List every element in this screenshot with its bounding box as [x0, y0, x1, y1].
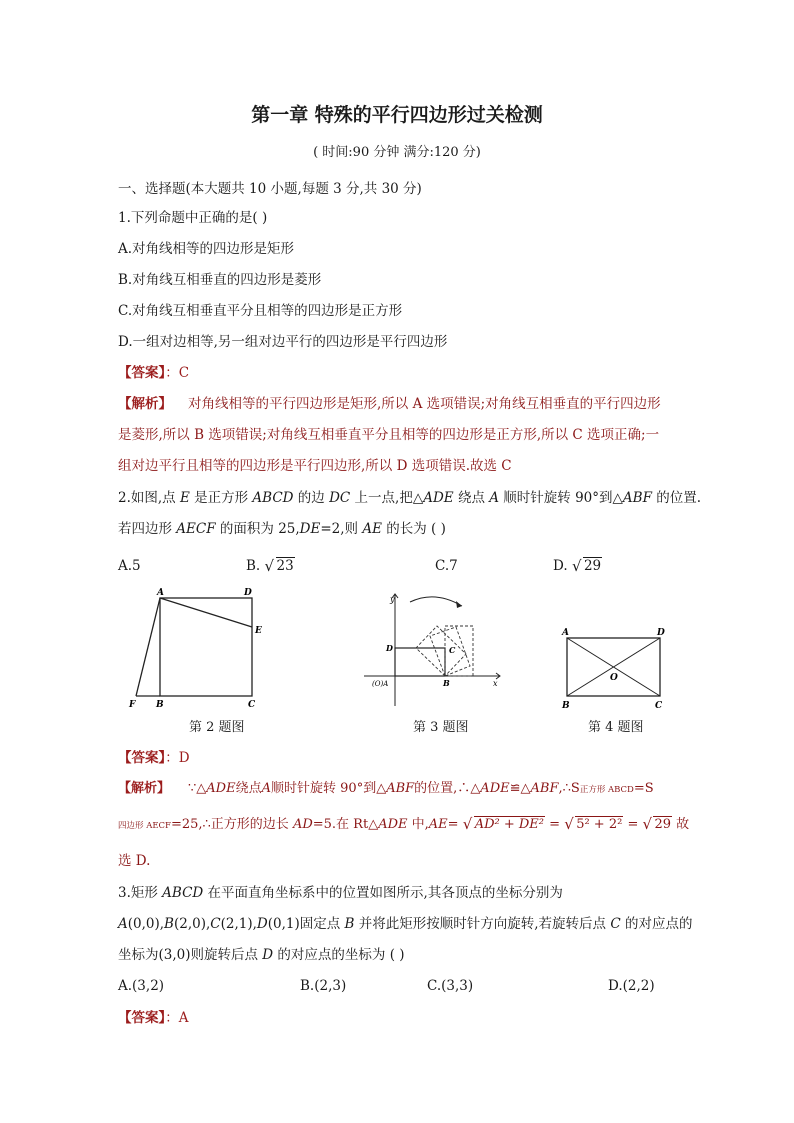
- q2-text: 的长为 ( ): [381, 521, 446, 537]
- q3-text: 坐标为(3,0)则旋转后点: [118, 947, 263, 963]
- q3-var: C: [610, 916, 621, 932]
- q2-analysis-var: AE: [428, 817, 448, 832]
- q2-answer: [118, 749, 190, 767]
- q3-text: (2,1),: [220, 916, 257, 932]
- q2-text: 的面积为 25,: [215, 521, 300, 537]
- label-a: A: [562, 628, 569, 638]
- q2-var: △ABF: [612, 490, 652, 506]
- q2-analysis-var: △ABF: [376, 781, 415, 796]
- q2-analysis-radicand: AD² + DE²: [474, 817, 545, 832]
- q2-var: △ADE: [412, 490, 454, 506]
- q2-analysis-text: ,∴S: [558, 781, 580, 796]
- q2-text: 的位置.: [651, 490, 702, 506]
- q3-text: (0,0),: [127, 916, 165, 932]
- exam-info: ( 时间:90 分钟 满分:120 分): [313, 145, 481, 160]
- q3-option-a: A.(3,2): [118, 978, 165, 994]
- label-d: D: [244, 588, 252, 598]
- q2-option-b-prefix: B.: [246, 558, 261, 574]
- q1-stem: 1.下列命题中正确的是( ): [118, 210, 268, 226]
- q3-answer: [118, 1009, 189, 1027]
- q3-option-b: B.(2,3): [300, 978, 347, 994]
- q2-analysis-line-3: 选 D.: [118, 853, 151, 869]
- q2-option-d-radicand: 29: [583, 558, 602, 574]
- q2-analysis-text: =: [545, 817, 565, 832]
- q1-option-b: B.对角线互相垂直的四边形是菱形: [118, 272, 322, 288]
- label-e: E: [255, 626, 262, 636]
- q2-option-d: [553, 558, 602, 574]
- q3-text: 的对应点的: [620, 916, 693, 932]
- q2-analysis-var: △ADE: [470, 781, 510, 796]
- q2-analysis-text: 绕点: [235, 781, 262, 796]
- label-b: B: [443, 678, 450, 688]
- label-x: x: [493, 679, 498, 688]
- q3-stem-line-1: [118, 884, 563, 902]
- sqrt-symbol: [564, 816, 623, 834]
- q2-stem-line-2: [118, 520, 446, 538]
- label-f: F: [129, 700, 136, 710]
- q3-text: (2,0),: [173, 916, 211, 932]
- q3-option-d: D.(2,2): [608, 978, 655, 994]
- q2-var: AECF: [176, 521, 216, 537]
- q2-var: AE: [362, 521, 382, 537]
- q2-analysis-text: =: [623, 817, 643, 832]
- q3-answer-value: ：A: [165, 1010, 189, 1026]
- q2-option-d-prefix: D.: [553, 558, 568, 574]
- q2-text: 是正方形: [189, 490, 253, 506]
- q2-var: ABCD: [252, 490, 294, 506]
- page-title: 第一章 特殊的平行四边形过关检测: [251, 104, 543, 126]
- answer-label: 【答案】: [118, 1010, 166, 1026]
- q3-text: 3.矩形: [118, 885, 163, 901]
- figure-3-coordinate-diagram: [360, 586, 505, 710]
- sqrt-symbol: [572, 558, 602, 574]
- q2-answer-value: ：D: [165, 750, 190, 766]
- q2-text: 上一点,把: [350, 490, 413, 506]
- sqrt-symbol: [265, 558, 295, 574]
- q3-var: ABCD: [162, 885, 204, 901]
- q1-option-c: C.对角线互相垂直平分且相等的四边形是正方形: [118, 303, 403, 319]
- analysis-label: 【解析】: [118, 396, 172, 412]
- q3-text: 的对应点的坐标为 ( ): [273, 947, 405, 963]
- q1-answer-value: ：C: [165, 365, 190, 381]
- q1-analysis-line-3: 组对边平行且相等的四边形是平行四边形,所以 D 选项错误.故选 C: [118, 458, 512, 474]
- q2-analysis-line-2: [118, 816, 689, 835]
- q2-var: E: [179, 490, 190, 506]
- q2-analysis-var: AD: [292, 817, 313, 832]
- q1-analysis-text-1: 对角线相等的平行四边形是矩形,所以 A 选项错误;对角线互相垂直的平行四边形: [188, 396, 661, 412]
- label-o: O: [610, 673, 618, 683]
- q2-analysis-text: =: [447, 817, 463, 832]
- figure-3-caption: 第 3 题图: [413, 720, 469, 735]
- q2-var: A: [489, 490, 499, 506]
- q3-var: B: [164, 916, 174, 932]
- q1-answer: [118, 364, 189, 382]
- q2-analysis-line-1: [118, 780, 654, 799]
- q2-analysis-text: ≌: [509, 781, 521, 796]
- q1-option-d: D.一组对边相等,另一组对边平行的四边形是平行四边形: [118, 334, 448, 350]
- q2-option-b: [246, 558, 295, 574]
- q3-var: D: [262, 947, 274, 963]
- q3-option-c: C.(3,3): [427, 978, 474, 994]
- q2-analysis-subscript: 正方形 ABCD: [579, 785, 634, 795]
- label-c: C: [248, 700, 256, 710]
- q2-text: 的边: [293, 490, 330, 506]
- q3-var: D: [256, 916, 268, 932]
- label-y: y: [390, 595, 395, 604]
- q3-var: A: [118, 916, 128, 932]
- rectangle-abcd: [395, 648, 445, 676]
- q2-analysis-text: 中,: [407, 817, 429, 832]
- q2-text: =2,则: [320, 521, 363, 537]
- label-c: C: [655, 701, 663, 711]
- q2-text: 2.如图,点: [118, 490, 180, 506]
- q2-analysis-radicand: 29: [654, 817, 672, 832]
- q3-stem-line-3: [118, 946, 405, 964]
- figure-2-caption: 第 2 题图: [189, 720, 245, 735]
- label-d: D: [386, 643, 393, 653]
- q2-var: DC: [329, 490, 351, 506]
- analysis-label: 【解析】: [118, 781, 171, 796]
- q2-analysis-var: △ABF: [520, 781, 559, 796]
- q2-option-b-radicand: 23: [276, 558, 294, 574]
- q3-var: C: [210, 916, 221, 932]
- label-b: B: [156, 700, 164, 710]
- q1-analysis-line-1: [118, 395, 661, 413]
- q2-option-c: C.7: [435, 558, 458, 574]
- q3-text: 在平面直角坐标系中的位置如图所示,其各顶点的坐标分别为: [203, 885, 563, 901]
- q2-analysis-text: =5.在 Rt: [312, 817, 369, 832]
- q2-analysis-text: 顺时针旋转 90°到: [271, 781, 377, 796]
- q2-var: DE: [299, 521, 321, 537]
- rotation-arrow-icon: [456, 601, 462, 608]
- q2-analysis-text: 故: [672, 817, 690, 832]
- q2-analysis-text: =S: [633, 781, 654, 796]
- q2-analysis-text: 的位置,∴: [414, 781, 471, 796]
- q2-option-a: A.5: [118, 558, 141, 574]
- figure-4-rectangle-diagram: [556, 624, 676, 712]
- q2-stem-line-1: [118, 489, 701, 507]
- label-origin: (O)A: [372, 680, 389, 688]
- figure-2-square-diagram: [120, 586, 270, 710]
- section-heading: 一、选择题(本大题共 10 小题,每题 3 分,共 30 分): [118, 181, 422, 197]
- sqrt-symbol: [642, 816, 672, 834]
- segment-ae: [160, 598, 252, 627]
- q3-var: B: [344, 916, 355, 932]
- q2-analysis-var: △ADE: [196, 781, 236, 796]
- q2-text: 顺时针旋转 90°到: [499, 490, 613, 506]
- q2-analysis-text: ∵: [188, 781, 197, 796]
- answer-label: 【答案】: [118, 365, 166, 381]
- label-b: B: [562, 701, 570, 711]
- q3-text: 并将此矩形按顺时针方向旋转,若旋转后点: [354, 916, 611, 932]
- q2-analysis-text: =25,∴正方形的边长: [170, 817, 293, 832]
- q1-option-a: A.对角线相等的四边形是矩形: [118, 241, 295, 257]
- label-d: D: [657, 628, 665, 638]
- sqrt-symbol: [463, 816, 545, 834]
- segment-af: [136, 598, 160, 696]
- figure-4-caption: 第 4 题图: [588, 720, 644, 735]
- label-c: C: [449, 645, 456, 655]
- q3-text: (0,1)固定点: [267, 916, 345, 932]
- q2-text: 若四边形: [118, 521, 177, 537]
- q2-analysis-var: A: [261, 781, 272, 796]
- answer-label: 【答案】: [118, 750, 166, 766]
- rotation-arc: [410, 597, 462, 606]
- q3-stem-line-2: [118, 915, 692, 933]
- q2-text: 绕点: [453, 490, 490, 506]
- q2-analysis-var: △ADE: [368, 817, 408, 832]
- q1-analysis-line-2: 是菱形,所以 B 选项错误;对角线互相垂直平分且相等的四边形是正方形,所以 C 选项正确;一: [118, 427, 660, 443]
- q2-analysis-radicand: 5² + 2²: [576, 817, 623, 832]
- q2-analysis-subscript: 四边形 AECF: [118, 821, 171, 831]
- label-a: A: [157, 588, 164, 598]
